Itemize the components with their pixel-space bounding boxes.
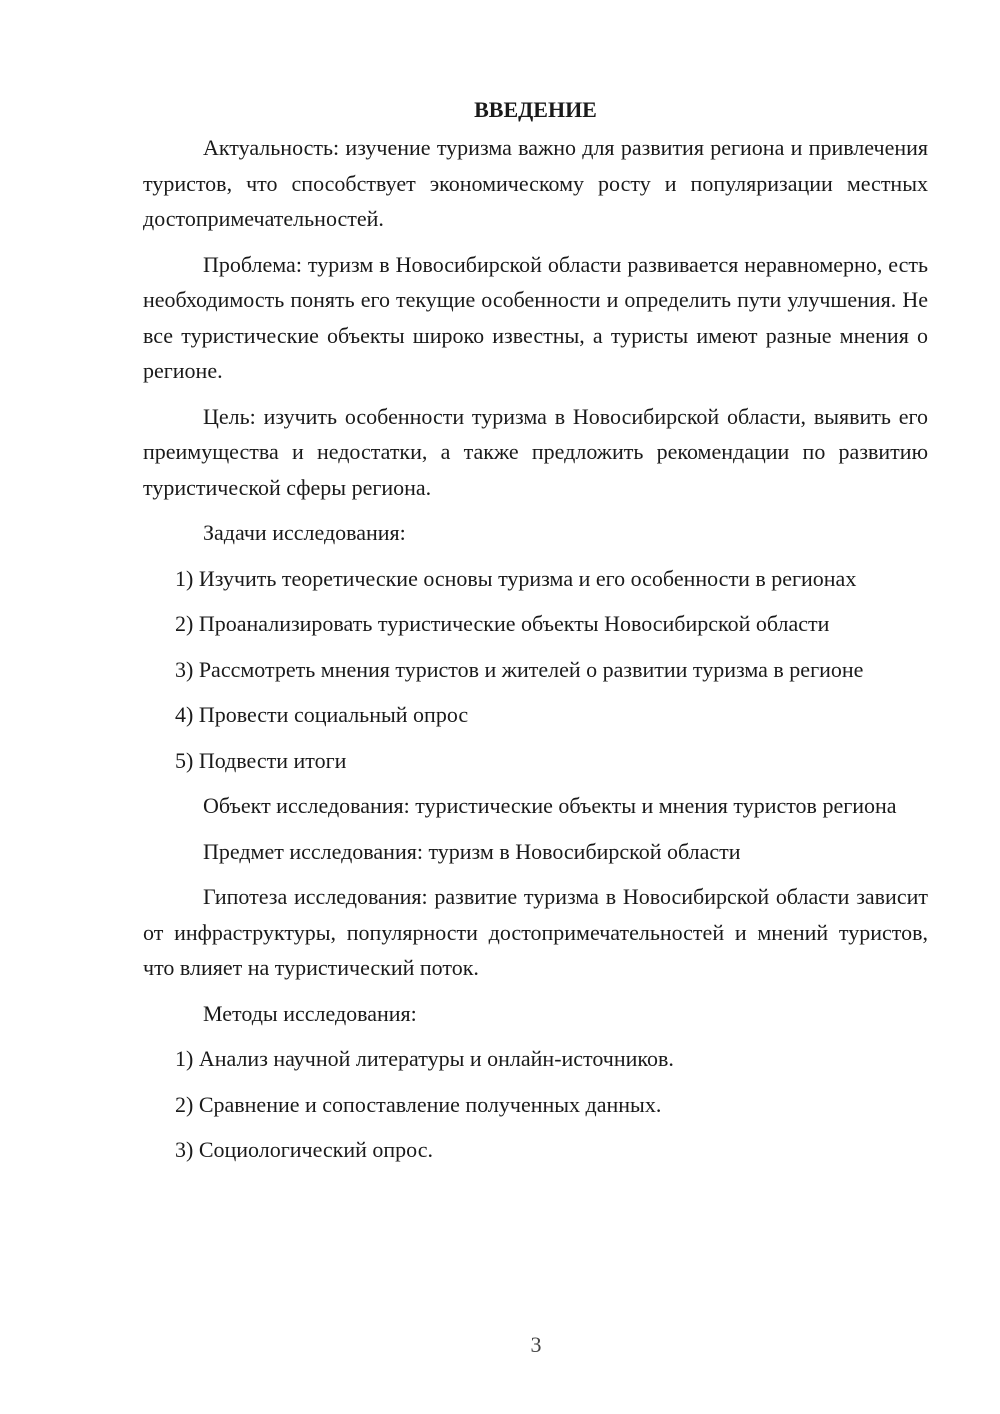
method-item: 2) Сравнение и сопоставление полученных данных.: [175, 1091, 662, 1117]
goal-paragraph: Цель: изучить особенности туризма в Новосибирской области, выявить его преимущества и недостатки, а также предложить рекомендации по развитию туристической сферы региона.: [143, 403, 928, 500]
method-item: 3) Социологический опрос.: [175, 1137, 433, 1162]
object-paragraph: Объект исследования: туристические объекты и мнения туристов региона: [203, 793, 897, 818]
task-item: 2) Проанализировать туристические объекты Новосибирской области: [175, 611, 830, 636]
task-item: 3) Рассмотреть мнения туристов и жителей о развитии туризма в регионе: [175, 656, 864, 682]
section-heading: ВВЕДЕНИЕ: [474, 97, 597, 122]
task-item: 4) Провести социальный опрос: [175, 702, 469, 727]
tasks-title: Задачи исследования:: [203, 520, 406, 545]
methods-title: Методы исследования:: [203, 1000, 417, 1026]
page-number: 3: [530, 1332, 542, 1357]
subject-paragraph: Предмет исследования: туризм в Новосибирской области: [203, 838, 741, 864]
document-page: [143, 92, 928, 1168]
problem-paragraph: Проблема: туризм в Новосибирской области развивается неравномерно, есть необходимость понять его текущие особенности и определить пути улучшения. Не все туристические объекты широко известны, а туристы имеют разные мнения о регионе.: [143, 251, 928, 383]
hypothesis-paragraph: Гипотеза исследования: развитие туризма в Новосибирской области зависит от инфраструктуры, популярности достопримечательностей и мнений туристов, что влияет на туристический поток.: [143, 884, 928, 980]
task-item: 5) Подвести итоги: [175, 747, 347, 773]
task-item: 1) Изучить теоретические основы туризма и его особенности в регионах: [175, 565, 857, 591]
method-item: 1) Анализ научной литературы и онлайн-источников.: [175, 1046, 674, 1071]
relevance-paragraph: Актуальность: изучение туризма важно для развития региона и привлечения туристов, что способствует экономическому росту и популяризации местных достопримечательностей.: [143, 135, 928, 231]
